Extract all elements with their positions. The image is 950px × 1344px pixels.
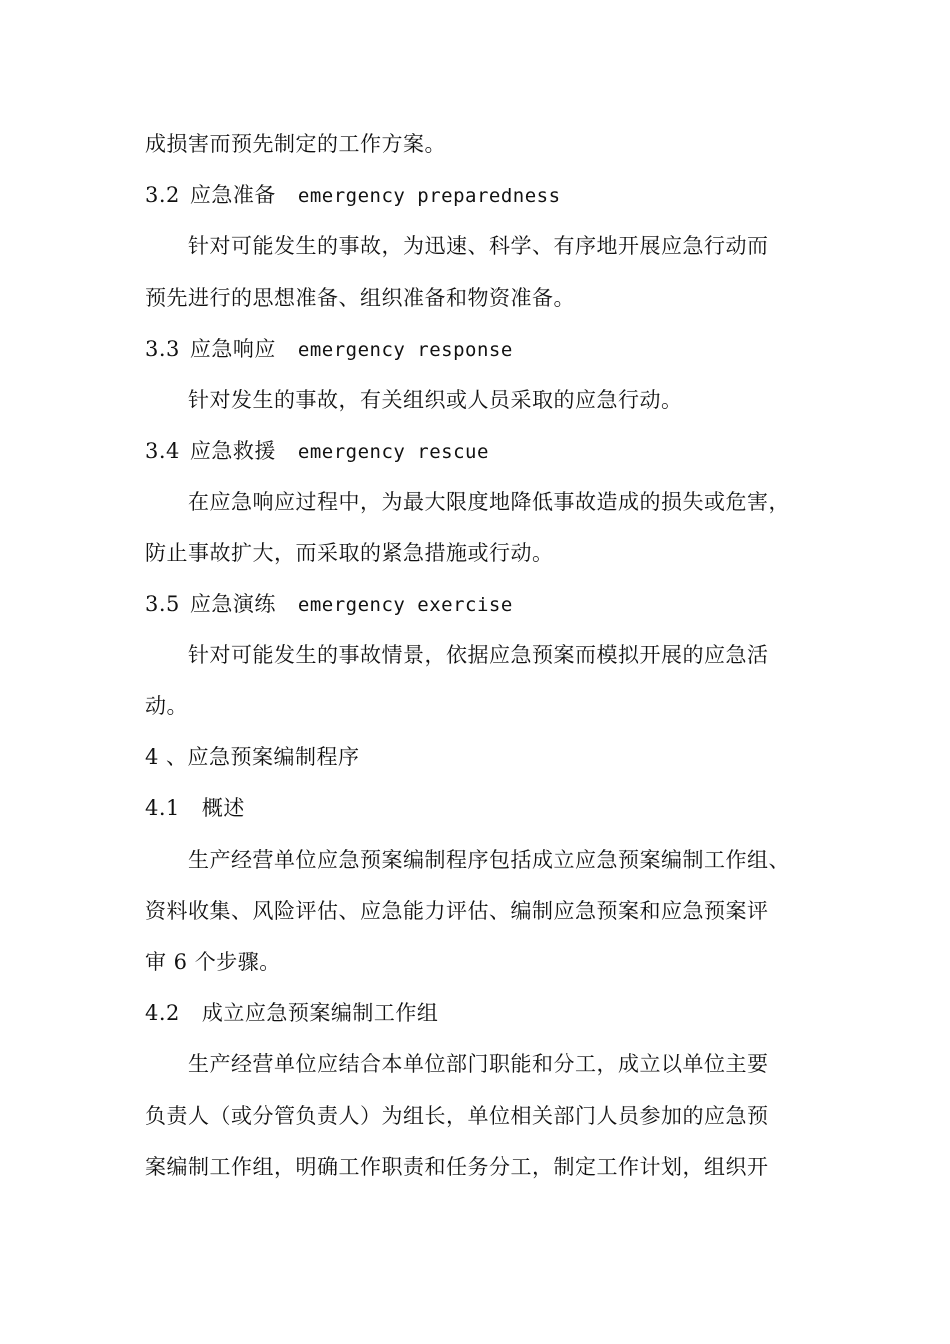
section-number: 4.2 — [145, 1001, 180, 1025]
text-line: 案编制工作组，明确工作职责和任务分工，制定工作计划，组织开 — [145, 1155, 769, 1179]
text-line: 生产经营单位应结合本单位部门职能和分工，成立以单位主要 — [188, 1052, 769, 1076]
section-number: 3.2 — [145, 183, 180, 207]
term-chinese: 应急演练 — [189, 592, 276, 616]
section-heading-3-2 — [145, 175, 825, 215]
term-english: emergency response — [297, 339, 513, 361]
text-line: 针对可能发生的事故情景，依据应急预案而模拟开展的应急活 — [188, 643, 769, 667]
text-line: 防止事故扩大，而采取的紧急措施或行动。 — [145, 541, 554, 565]
text-line: 生产经营单位应急预案编制程序包括成立应急预案编制工作组、 — [188, 848, 790, 872]
text-line: 针对发生的事故，有关组织或人员采取的应急行动。 — [188, 388, 683, 412]
section-heading-3-5 — [145, 584, 825, 624]
section-number: 3.3 — [145, 337, 180, 361]
section-heading-4-1 — [145, 788, 825, 828]
term-english: emergency rescue — [297, 441, 489, 463]
text-line: 预先进行的思想准备、组织准备和物资准备。 — [145, 286, 575, 310]
term-chinese: 应急准备 — [189, 183, 276, 207]
text-line: 成损害而预先制定的工作方案。 — [145, 132, 446, 156]
section-heading-4-2 — [145, 993, 825, 1033]
term-english: emergency exercise — [297, 594, 513, 616]
term-chinese: 应急救援 — [189, 439, 276, 463]
term-chinese: 应急响应 — [189, 337, 276, 361]
text-line: 负责人（或分管负责人）为组长，单位相关部门人员参加的应急预 — [145, 1104, 769, 1128]
text-line: 针对可能发生的事故，为迅速、科学、有序地开展应急行动而 — [188, 234, 769, 258]
text-line: 动。 — [145, 694, 188, 718]
section-number: 3.4 — [145, 439, 180, 463]
text-line: 审 6 个步骤。 — [145, 950, 281, 974]
section-title: 概述 — [201, 796, 245, 820]
term-english: emergency preparedness — [297, 185, 561, 207]
section-heading-3-4 — [145, 431, 825, 471]
section-heading-3-3 — [145, 329, 825, 369]
text-line: 资料收集、风险评估、应急能力评估、编制应急预案和应急预案评 — [145, 899, 769, 923]
section-title: 成立应急预案编制工作组 — [201, 1001, 439, 1025]
section-number: 4.1 — [145, 796, 180, 820]
text-line: 在应急响应过程中，为最大限度地降低事故造成的损失或危害， — [188, 490, 790, 514]
section-number: 3.5 — [145, 592, 180, 616]
chapter-heading-4: 4 、应急预案编制程序 — [145, 745, 360, 769]
